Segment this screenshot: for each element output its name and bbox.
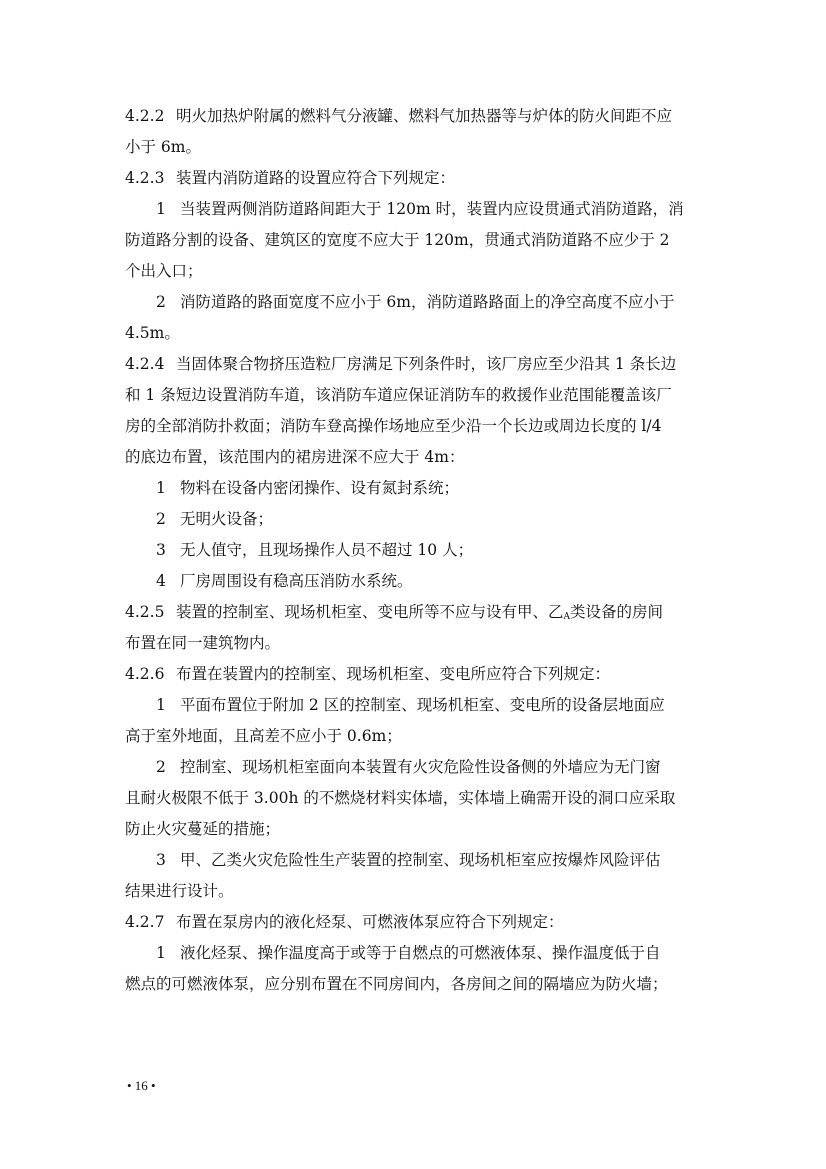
clause-text: 当固体聚合物挤压造粒厂房满足下列条件时，该厂房应至少沿其 1 条长边 (176, 355, 677, 373)
item-number: 4 (156, 572, 166, 590)
list-item (125, 535, 703, 566)
item-text: 无人值守，且现场操作人员不超过 10 人； (180, 541, 474, 559)
item-text: 个出入口； (125, 262, 203, 280)
item-text: 平面布置位于附加 2 区的控制室、现场机柜室、变电所的设备层地面应 (180, 696, 665, 714)
subscript-a: A (563, 612, 571, 622)
document-body (125, 101, 703, 1000)
item-number: 2 (156, 510, 166, 528)
list-item (125, 504, 703, 535)
clause-4-2-5-line-2 (125, 628, 703, 659)
list-item (125, 938, 703, 969)
clause-text: 类设备的房间 (570, 603, 664, 621)
list-item (125, 752, 703, 783)
clause-4-2-4-line-2 (125, 380, 703, 411)
clause-4-2-4-line-4 (125, 442, 703, 473)
list-item-continuation (125, 814, 703, 845)
item-number: 1 (156, 200, 166, 218)
item-text: 且耐火极限不低于 3.00h 的不燃烧材料实体墙，实体墙上确需开设的洞口应采取 (125, 789, 676, 807)
clause-number: 4.2.6 (125, 665, 165, 683)
item-text: 防止火灾蔓延的措施； (125, 820, 281, 838)
list-item (125, 845, 703, 876)
list-item (125, 473, 703, 504)
item-number: 1 (156, 944, 166, 962)
list-item-continuation (125, 318, 703, 349)
list-item-continuation (125, 225, 703, 256)
list-item-continuation (125, 783, 703, 814)
clause-4-2-7-line-1 (125, 907, 703, 938)
item-text: 当装置两侧消防道路间距大于 120m 时，装置内应设贯通式消防道路，消 (180, 200, 684, 218)
item-text: 控制室、现场机柜室面向本装置有火灾危险性设备侧的外墙应为无门窗 (180, 758, 661, 776)
item-text: 消防道路的路面宽度不应小于 6m，消防道路路面上的净空高度不应小于 (180, 293, 675, 311)
item-text: 无明火设备； (180, 510, 274, 528)
clause-number: 4.2.2 (125, 107, 165, 125)
clause-text: 布置在同一建筑物内。 (125, 634, 281, 652)
clause-text: 明火加热炉附属的燃料气分液罐、燃料气加热器等与炉体的防火间距不应 (176, 107, 673, 125)
item-number: 1 (156, 479, 166, 497)
item-number: 2 (156, 758, 166, 776)
clause-4-2-2-line-2 (125, 132, 703, 163)
clause-number: 4.2.4 (125, 355, 165, 373)
item-text: 4.5m。 (125, 324, 180, 342)
list-item-continuation (125, 721, 703, 752)
item-text: 结果进行设计。 (125, 882, 234, 900)
page-number: • 16 • (127, 1078, 156, 1093)
item-text: 厂房周围设有稳高压消防水系统。 (180, 572, 413, 590)
item-text: 甲、乙类火灾危险性生产装置的控制室、现场机柜室应按爆炸风险评估 (180, 851, 661, 869)
item-text: 高于室外地面，且高差不应小于 0.6m； (125, 727, 402, 745)
item-number: 3 (156, 541, 166, 559)
list-item (125, 566, 703, 597)
list-item-continuation (125, 876, 703, 907)
clause-text: 装置的控制室、现场机柜室、变电所等不应与设有甲、乙 (176, 603, 564, 621)
clause-text: 小于 6m。 (125, 138, 201, 156)
clause-number: 4.2.3 (125, 169, 165, 187)
clause-text: 的底边布置，该范围内的裙房进深不应大于 4m： (125, 448, 465, 466)
list-item (125, 287, 703, 318)
clause-4-2-2-line-1 (125, 101, 703, 132)
clause-number: 4.2.5 (125, 603, 165, 621)
list-item (125, 690, 703, 721)
clause-4-2-5-line-1 (125, 597, 703, 628)
item-text: 防道路分割的设备、建筑区的宽度不应大于 120m，贯通式消防道路不应少于 2 (125, 231, 670, 249)
item-number: 1 (156, 696, 166, 714)
item-number: 3 (156, 851, 166, 869)
item-number: 2 (156, 293, 166, 311)
clause-4-2-4-line-1 (125, 349, 703, 380)
clause-text: 房的全部消防扑救面；消防车登高操作场地应至少沿一个长边或周边长度的 l/4 (125, 417, 662, 435)
list-item-continuation (125, 969, 703, 1000)
clause-text: 和 1 条短边设置消防车道，该消防车道应保证消防车的救援作业范围能覆盖该厂 (125, 386, 672, 404)
clause-text: 装置内消防道路的设置应符合下列规定： (176, 169, 456, 187)
list-item (125, 194, 703, 225)
item-text: 物料在设备内密闭操作、设有氮封系统； (180, 479, 460, 497)
list-item-continuation (125, 256, 703, 287)
item-text: 燃点的可燃液体泵，应分别布置在不同房间内，各房间之间的隔墙应为防火墙； (125, 975, 668, 993)
clause-4-2-6-line-1 (125, 659, 703, 690)
clause-text: 布置在泵房内的液化烃泵、可燃液体泵应符合下列规定： (176, 913, 564, 931)
clause-4-2-3-line-1 (125, 163, 703, 194)
clause-text: 布置在装置内的控制室、现场机柜室、变电所应符合下列规定： (176, 665, 611, 683)
clause-number: 4.2.7 (125, 913, 165, 931)
item-text: 液化烃泵、操作温度高于或等于自燃点的可燃液体泵、操作温度低于自 (180, 944, 661, 962)
clause-4-2-4-line-3 (125, 411, 703, 442)
